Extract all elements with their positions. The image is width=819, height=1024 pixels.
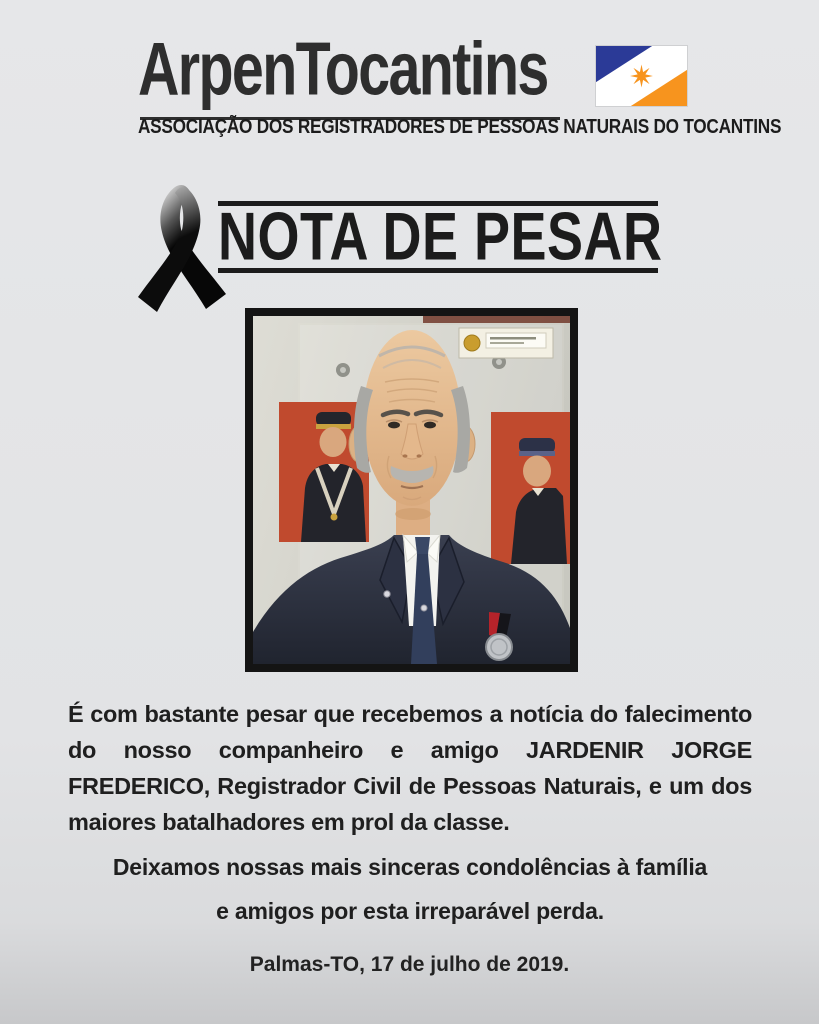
announcement-paragraph: É com bastante pesar que recebemos a notícia do falecimento do nosso companheiro e amigo JARDENIR JORGE FREDERICO, Registrador Civil de Pessoas Naturais, e um dos maiores batalhadores em prol da classe.	[68, 701, 752, 835]
tocantins-flag-icon	[595, 45, 688, 107]
brand-row	[138, 26, 688, 114]
brand-name: ArpenTocantins	[138, 26, 548, 111]
notice-title-box	[218, 199, 663, 275]
dateline: Palmas-TO, 17 de julho de 2019.	[249, 953, 570, 976]
notice-title: NOTA DE PESAR	[218, 199, 663, 275]
portrait-illustration	[253, 316, 570, 664]
deceased-photo	[245, 308, 578, 672]
condolences-paragraph: Deixamos nossas mais sinceras condolências à família e amigos por esta irreparável perda.	[112, 854, 708, 924]
brand-subtitle: ASSOCIAÇÃO DOS REGISTRADORES DE PESSOAS NATURAIS DO TOCANTINS	[138, 115, 782, 138]
